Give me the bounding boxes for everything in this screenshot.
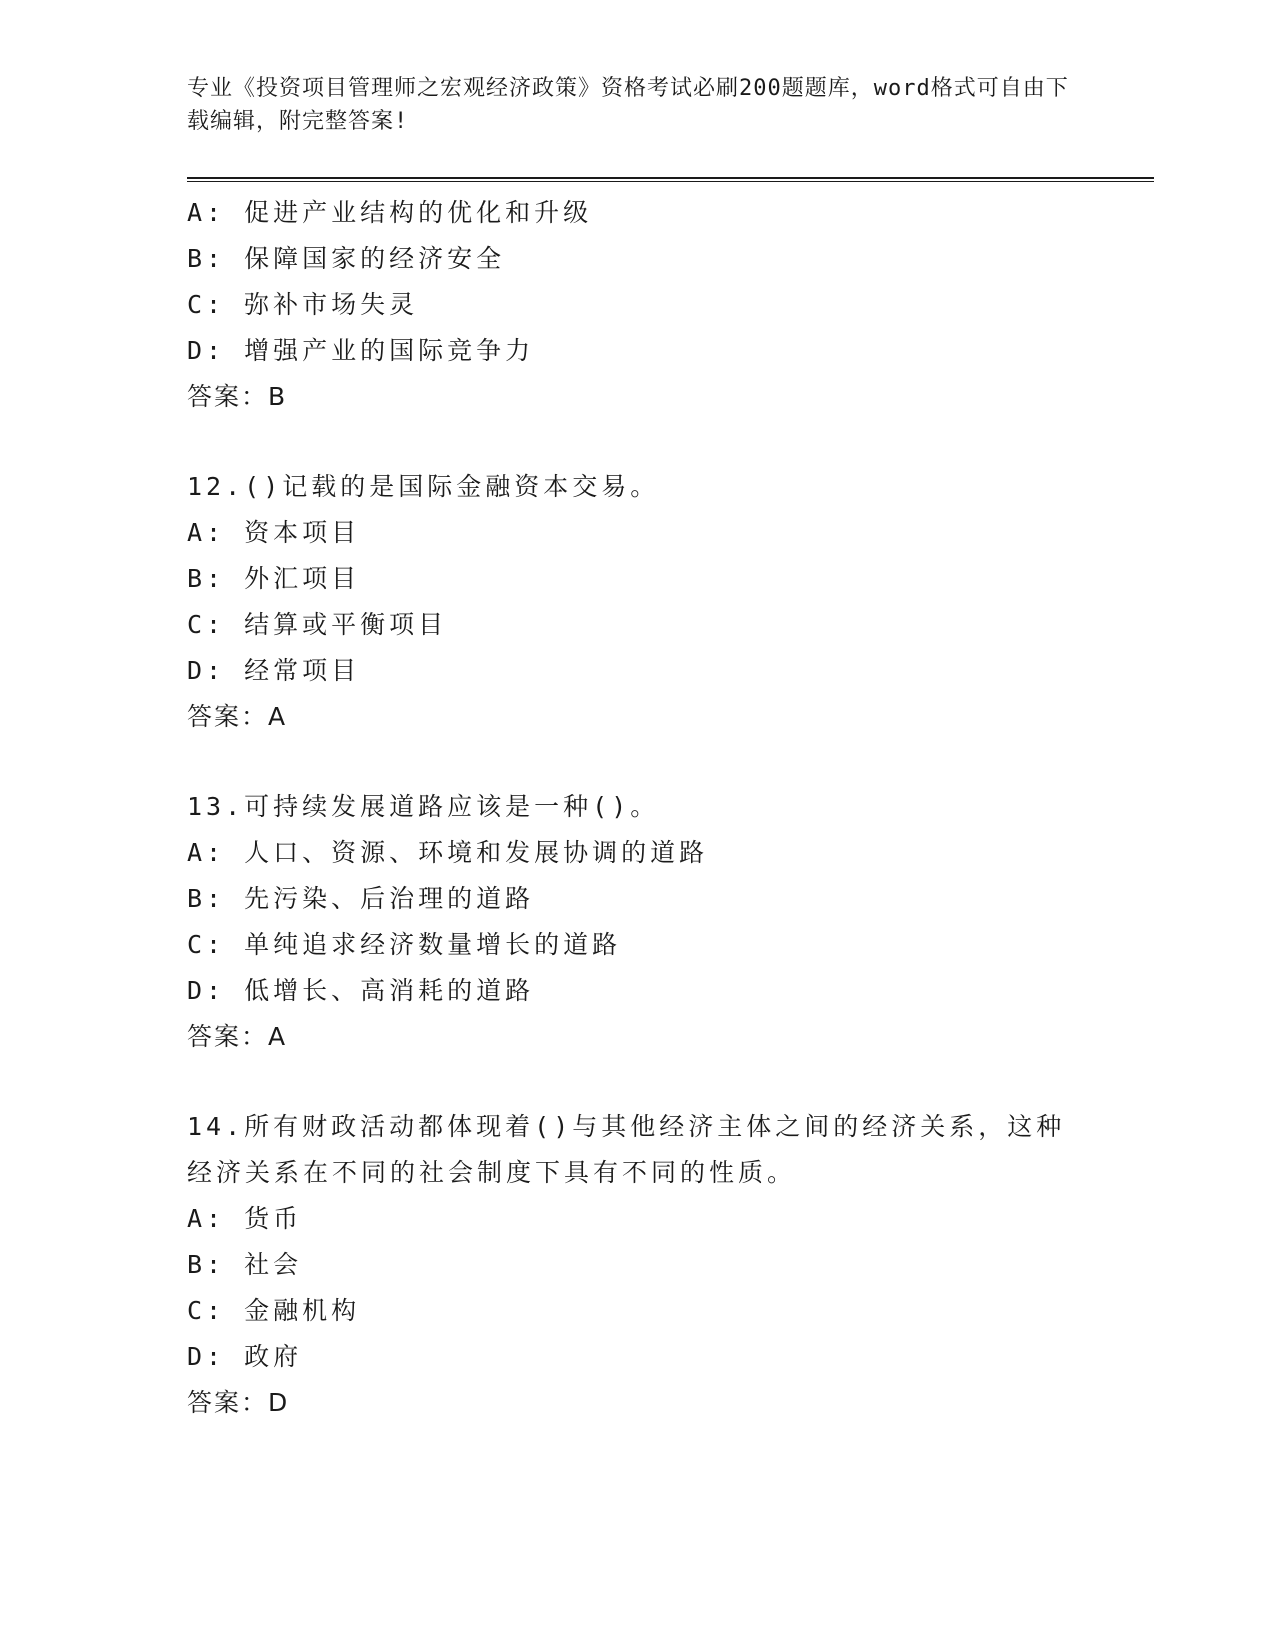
answer: 答案：B [187, 382, 288, 411]
option-d: D: 政府 [187, 1342, 303, 1371]
option-b: B: 保障国家的经济安全 [187, 244, 506, 273]
option-b: B: 社会 [187, 1250, 303, 1279]
question-list [187, 190, 1087, 1426]
spacer [187, 740, 1087, 784]
question-text: 13.可持续发展道路应该是一种()。 [187, 792, 660, 821]
header-divider [187, 177, 1154, 182]
option-b: B: 外汇项目 [187, 564, 361, 593]
option-a: A: 人口、资源、环境和发展协调的道路 [187, 838, 709, 867]
answer: 答案：A [187, 1022, 288, 1051]
question-14 [187, 1104, 1087, 1426]
answer: 答案：D [187, 1388, 290, 1417]
spacer [187, 420, 1087, 464]
option-c: C: 结算或平衡项目 [187, 610, 448, 639]
question-11 [187, 190, 1087, 420]
option-d: D: 经常项目 [187, 656, 361, 685]
question-12 [187, 464, 1087, 740]
option-d: D: 低增长、高消耗的道路 [187, 976, 535, 1005]
page-header: 专业《投资项目管理师之宏观经济政策》资格考试必刷200题题库，word格式可自由下载编辑，附完整答案! [187, 76, 1069, 134]
option-a: A: 货币 [187, 1204, 303, 1233]
question-text: 12.()记载的是国际金融资本交易。 [187, 472, 660, 501]
question-13 [187, 784, 1087, 1060]
answer: 答案：A [187, 702, 288, 731]
option-c: C: 金融机构 [187, 1296, 361, 1325]
spacer [187, 1060, 1087, 1104]
option-c: C: 弥补市场失灵 [187, 290, 419, 319]
option-a: A: 促进产业结构的优化和升级 [187, 198, 593, 227]
option-a: A: 资本项目 [187, 518, 361, 547]
option-c: C: 单纯追求经济数量增长的道路 [187, 930, 622, 959]
option-d: D: 增强产业的国际竞争力 [187, 336, 535, 365]
option-b: B: 先污染、后治理的道路 [187, 884, 535, 913]
question-text: 14.所有财政活动都体现着()与其他经济主体之间的经济关系，这种经济关系在不同的社会制度下具有不同的性质。 [187, 1112, 1066, 1187]
